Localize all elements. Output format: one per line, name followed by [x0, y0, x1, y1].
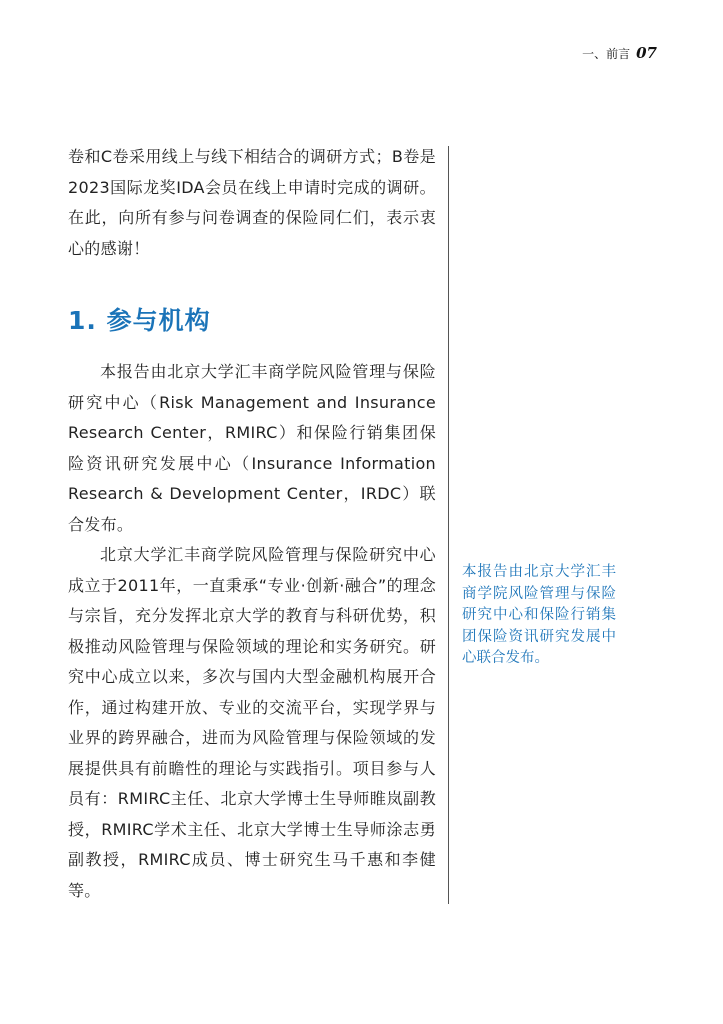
- intro-paragraph: 卷和C卷采用线上与线下相结合的调研方式；B卷是2023国际龙奖IDA会员在线上申请时完成的调研。在此，向所有参与问卷调查的保险同仁们，表示衷心的感谢！: [68, 147, 436, 258]
- section-heading: 1. 参与机构: [68, 306, 211, 335]
- main-text-column: [68, 142, 436, 906]
- column-divider: [448, 146, 449, 904]
- section-label: 一、前言: [582, 47, 631, 61]
- body-paragraph-1: 本报告由北京大学汇丰商学院风险管理与保险研究中心（Risk Management and Insurance Research Center，RMIRC）和保险行销集团保险资讯研究发展中心（Insurance Information Research & Development Center，IRDC）联合发布。: [68, 362, 436, 534]
- page-number: 07: [636, 44, 657, 62]
- page-header: [582, 44, 657, 62]
- body-paragraph-2: 北京大学汇丰商学院风险管理与保险研究中心成立于2011年，一直秉承“专业·创新·融合”的理念与宗旨，充分发挥北京大学的教育与科研优势，积极推动风险管理与保险领域的理论和实务研究。研究中心成立以来，多次与国内大型金融机构展开合作，通过构建开放、专业的交流平台，实现学界与业界的跨界融合，进而为风险管理与保险领域的发展提供具有前瞻性的理论与实践指引。项目参与人员有：RMIRC主任、北京大学博士生导师睢岚副教授，RMIRC学术主任、北京大学博士生导师涂志勇副教授，RMIRC成员、博士研究生马千惠和李健等。: [68, 545, 436, 900]
- sidebar-callout: 本报告由北京大学汇丰商学院风险管理与保险研究中心和保险行销集团保险资讯研究发展中心联合发布。: [462, 564, 616, 666]
